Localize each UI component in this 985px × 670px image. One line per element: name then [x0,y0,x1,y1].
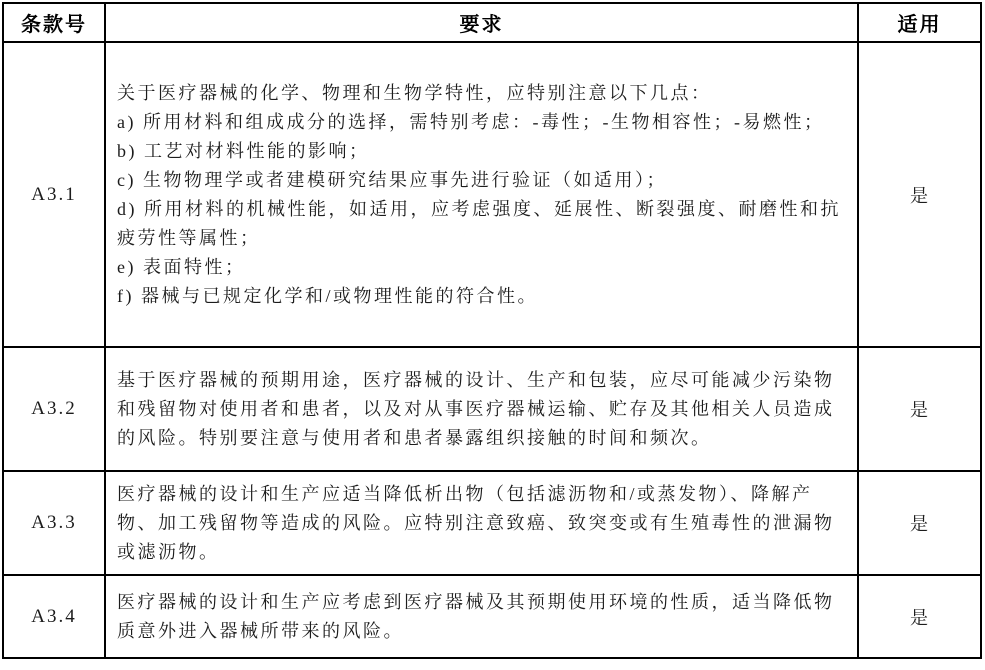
requirement-line: a) 所用材料和组成成分的选择，需特别考虑：-毒性；-生物相容性；-易燃性； [117,111,825,132]
table-row-a34 [4,576,980,657]
requirement-text [106,576,859,657]
requirement-text [106,43,859,346]
requirement-line: 的风险。特别要注意与使用者和患者暴露组织接触的时间和频次。 [117,427,712,448]
requirement-line: 医疗器械的设计和生产应考虑到医疗器械及其预期使用环境的性质，适当降低物 [117,591,835,612]
clause-id: A3.1 [4,43,106,346]
requirement-line: d) 所用材料的机械性能，如适用，应考虑强度、延展性、断裂强度、耐磨性和抗 [117,198,841,219]
header-requirement: 要求 [106,4,859,41]
clause-id: A3.3 [4,472,106,574]
applicable-value: 是 [910,514,929,534]
requirement-line: 或滤沥物。 [117,541,220,562]
clause-id: A3.2 [4,348,106,470]
requirement-line: e) 表面特性； [117,256,246,277]
applicable-value: 是 [910,400,929,420]
applicable-value: 是 [910,185,929,206]
requirement-line: 质意外进入器械所带来的风险。 [117,620,404,641]
requirement-line: 医疗器械的设计和生产应适当降低析出物（包括滤沥物和/或蒸发物）、降解产 [117,483,813,504]
requirement-line: 物、加工残留物等造成的风险。应特别注意致癌、致突变或有生殖毒性的泄漏物 [117,512,835,533]
table-row-a31 [4,43,980,348]
requirement-text [106,472,859,574]
table-row-a32 [4,348,980,472]
table-header-row [4,4,980,43]
requirement-line: 基于医疗器械的预期用途，医疗器械的设计、生产和包装，应尽可能减少污染物 [117,369,835,390]
requirement-line: 疲劳性等属性； [117,227,261,248]
requirement-line: b) 工艺对材料性能的影响； [117,140,370,161]
applicable-value: 是 [910,607,929,628]
table-row-a33 [4,472,980,576]
requirement-text [106,348,859,470]
header-clause: 条款号 [4,4,106,41]
requirement-line: 和残留物对使用者和患者，以及对从事医疗器械运输、贮存及其他相关人员造成 [117,398,835,419]
requirements-table [2,2,982,659]
header-applicable: 适用 [897,14,942,36]
clause-id: A3.4 [4,576,106,657]
requirement-line: 关于医疗器械的化学、物理和生物学特性，应特别注意以下几点： [117,82,712,103]
requirement-line: c) 生物物理学或者建模研究结果应事先进行验证（如适用）； [117,169,667,190]
requirement-line: f) 器械与已规定化学和/或物理性能的符合性。 [117,285,538,306]
